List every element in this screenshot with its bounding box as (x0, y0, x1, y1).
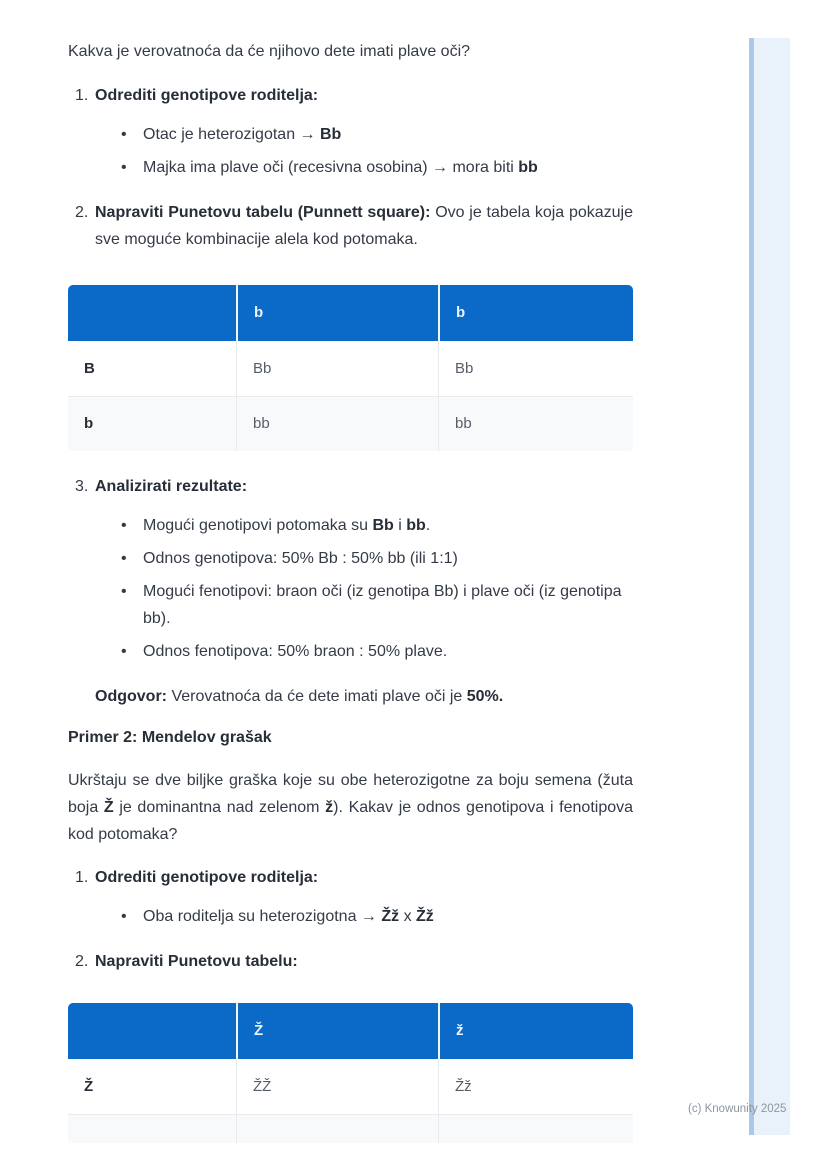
copyright-watermark: (c) Knowunity 2025 (688, 1103, 787, 1115)
table-header-cell (68, 1003, 236, 1059)
table-cell: Žž (438, 1059, 633, 1114)
list-number: 2. (75, 953, 89, 970)
table-cell (236, 1114, 438, 1143)
bullet-item (121, 638, 633, 665)
bullet-list (121, 903, 633, 930)
table-row-label: b (68, 396, 236, 451)
table-cell: Bb (236, 341, 438, 396)
bullet-icon: • (121, 908, 127, 925)
bullet-item (121, 121, 633, 148)
table-cell: ŽŽ (236, 1059, 438, 1114)
example2-heading: Primer 2: Mendelov grašak (68, 729, 272, 746)
table-row-label: B (68, 341, 236, 396)
list-number: 2. (75, 204, 89, 221)
list-number: 1. (75, 87, 89, 104)
bullet-icon: • (121, 126, 127, 143)
list-number: 1. (75, 869, 89, 886)
step-paragraph: Napraviti Punetovu tabelu (Punnett square): Ovo je tabela koja pokazuje sve moguće kombinacije alela kod potomaka. (95, 204, 633, 248)
bullet-icon: • (121, 550, 127, 567)
table-cell: bb (438, 396, 633, 451)
bullet-text: Oba roditelja su heterozigotna → Žž x Žž (143, 908, 434, 925)
answer-line: Odgovor: Verovatnoća da će dete imati plave oči je 50%. (95, 688, 504, 705)
bullet-text: Majka ima plave oči (recesivna osobina) → mora biti bb (143, 159, 538, 176)
table-header-cell (68, 285, 236, 341)
bullet-icon: • (121, 159, 127, 176)
step-title: Napraviti Punetovu tabelu: (95, 953, 298, 970)
table-row-label (68, 1114, 236, 1143)
table-header-cell: b (236, 285, 438, 341)
table-header-cell: ž (438, 1003, 633, 1059)
bullet-icon: • (121, 517, 127, 534)
bullet-item (121, 154, 633, 181)
punnett-table-2-wrapper (68, 1003, 633, 1143)
list-number: 3. (75, 478, 89, 495)
table-header-row (68, 285, 633, 341)
table-row-label: Ž (68, 1059, 236, 1114)
step-title: Odrediti genotipove roditelja: (95, 87, 319, 104)
bullet-item (121, 578, 633, 632)
punnett-table-1 (68, 285, 633, 451)
table-cell: bb (236, 396, 438, 451)
example2-paragraph: Ukrštaju se dve biljke graška koje su obe heterozigotne za boju semena (žuta boja Ž je dominantna nad zelenom ž). Kakav je odnos genotipova i fenotipova kod potomaka? (68, 772, 634, 843)
numbered-item-3 (68, 473, 633, 671)
bullet-list (121, 121, 633, 181)
table-header-cell: Ž (236, 1003, 438, 1059)
bullet-item (121, 903, 633, 930)
bullet-item (121, 512, 633, 539)
table-cell: Bb (438, 341, 633, 396)
bullet-text: Odnos fenotipova: 50% braon : 50% plave. (143, 643, 448, 660)
bullet-text: Mogući fenotipovi: braon oči (iz genotipa Bb) i plave oči (iz genotipa bb). (143, 583, 622, 627)
step-title: Analizirati rezultate: (95, 478, 248, 495)
bullet-item (121, 545, 633, 572)
table-row (68, 1059, 633, 1114)
bullet-icon: • (121, 643, 127, 660)
table-cell (438, 1114, 633, 1143)
numbered-item-2 (68, 948, 633, 987)
table-row (68, 396, 633, 451)
bullet-text: Odnos genotipova: 50% Bb : 50% bb (ili 1:1) (143, 550, 458, 567)
document-content (68, 38, 633, 1143)
numbered-item-2 (68, 199, 633, 265)
bullet-list (121, 512, 633, 665)
bullet-text: Otac je heterozigotan → Bb (143, 126, 342, 143)
step-title: Odrediti genotipove roditelja: (95, 869, 319, 886)
table-header-cell: b (438, 285, 633, 341)
table-row (68, 1114, 633, 1143)
next-page-edge[interactable] (749, 38, 790, 1135)
punnett-table-2 (68, 1003, 633, 1143)
table-row (68, 341, 633, 396)
bullet-icon: • (121, 583, 127, 600)
table-header-row (68, 1003, 633, 1059)
numbered-item-1 (68, 864, 633, 936)
question-text: Kakva je verovatnoća da će njihovo dete imati plave oči? (68, 43, 471, 60)
numbered-item-1 (68, 82, 633, 187)
bullet-text: Mogući genotipovi potomaka su Bb i bb. (143, 517, 431, 534)
